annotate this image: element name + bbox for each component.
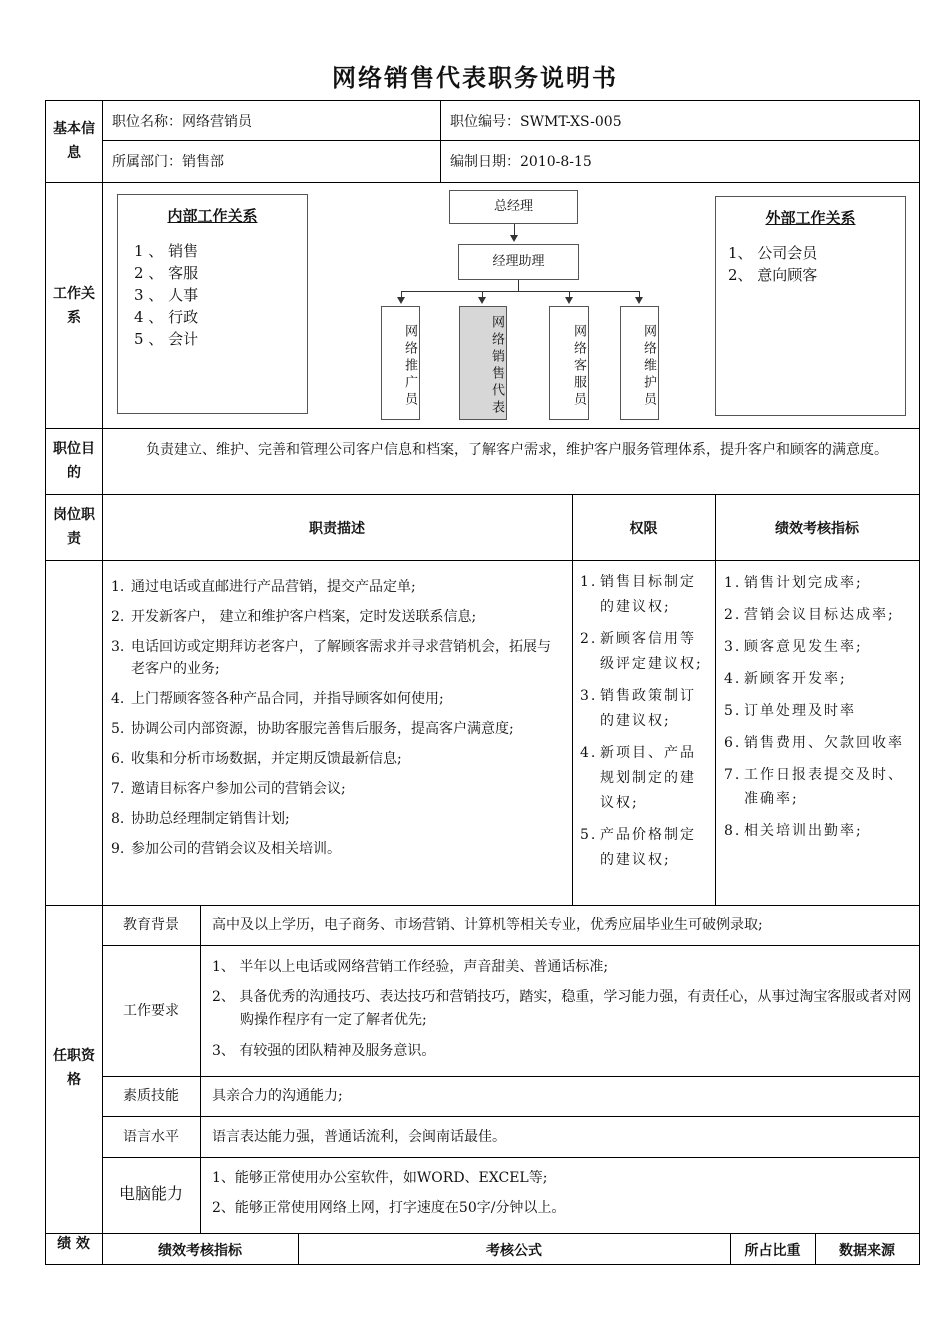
external-relations-list bbox=[728, 242, 905, 286]
list-item: 4. 新顾客开发率; bbox=[724, 671, 847, 687]
qualifications-label: 任职资格 bbox=[53, 1048, 95, 1088]
list-item: 8. 协助总经理制定销售计划; bbox=[111, 811, 290, 827]
perf-source-header: 数据来源 bbox=[839, 1243, 895, 1259]
list-item: 5. 订单处理及时率 bbox=[724, 703, 856, 719]
document-title: 网络销售代表职务说明书 bbox=[332, 64, 618, 92]
org-node-sales-rep: 网络销售代表 bbox=[459, 306, 507, 420]
work-requirements-list bbox=[212, 956, 912, 1062]
list-item: 9. 参加公司的营销会议及相关培训。 bbox=[111, 841, 341, 857]
list-item: 6. 收集和分析市场数据，并定期反馈最新信息; bbox=[111, 751, 402, 767]
kpi-list bbox=[724, 571, 912, 851]
org-node-maintainer: 网络维护员 bbox=[620, 306, 659, 420]
list-item: 2. 新顾客信用等级评定建议权; bbox=[580, 631, 703, 672]
list-item: 1. 销售计划完成率; bbox=[724, 575, 863, 591]
org-node-promoter: 网络推广员 bbox=[381, 306, 420, 420]
list-item: 1 、 销售 bbox=[134, 242, 199, 260]
computer-skills-list bbox=[212, 1167, 912, 1219]
performance-label: 绩 效 bbox=[57, 1236, 90, 1252]
internal-relations-box bbox=[117, 194, 308, 414]
position-name: 职位名称：网络营销员 bbox=[112, 114, 252, 130]
list-item: 1. 通过电话或直邮进行产品营销，提交产品定单; bbox=[111, 579, 416, 595]
list-item: 2、 意向顾客 bbox=[728, 266, 818, 284]
perf-kpi-header: 绩效考核指标 bbox=[158, 1243, 242, 1259]
list-item: 7. 工作日报表提交及时、准确率; bbox=[724, 767, 904, 807]
list-item: 7. 邀请目标客户参加公司的营销会议; bbox=[111, 781, 346, 797]
list-item: 5 、 会计 bbox=[134, 330, 199, 348]
list-item: 3、 有较强的团队精神及服务意识。 bbox=[212, 1043, 436, 1059]
duties-auth-header: 权限 bbox=[629, 521, 658, 537]
duties-kpi-header: 绩效考核指标 bbox=[775, 521, 859, 537]
internal-relations-title: 内部工作关系 bbox=[167, 207, 258, 225]
list-item: 4 、 行政 bbox=[134, 308, 199, 326]
language-text: 语言表达能力强，普通话流利，会闽南话最佳。 bbox=[212, 1129, 506, 1145]
list-item: 2. 营销会议目标达成率; bbox=[724, 607, 895, 623]
list-item: 4. 上门帮顾客签各种产品合同，并指导顾客如何使用; bbox=[111, 691, 444, 707]
duties-label: 岗位职责 bbox=[53, 507, 95, 547]
list-item: 1. 销售目标制定的建议权; bbox=[580, 574, 696, 615]
internal-relations-list bbox=[134, 240, 307, 350]
list-item: 2、能够正常使用网络上网，打字速度在50字/分钟以上。 bbox=[212, 1200, 566, 1216]
list-item: 1、能够正常使用办公室软件，如WORD、EXCEL等; bbox=[212, 1170, 548, 1186]
list-item: 2. 开发新客户， 建立和维护客户档案，定时发送联系信息; bbox=[111, 609, 477, 625]
list-item: 1、 半年以上电话或网络营销工作经验，声音甜美、普通话标准; bbox=[212, 959, 609, 975]
list-item: 3. 电话回访或定期拜访老客户，了解顾客需求并寻求营销机会，拓展与老客户的业务; bbox=[111, 639, 551, 677]
list-item: 3. 销售政策制订的建议权; bbox=[580, 688, 696, 729]
computer-skills-label: 电脑能力 bbox=[118, 1184, 183, 1203]
purpose-text: 负责建立、维护、完善和管理公司客户信息和档案，了解客户需求，维护客户服务管理体系，提升客户和顾客的满意度。 bbox=[146, 442, 888, 458]
basic-info-label: 基本信息 bbox=[53, 121, 95, 161]
org-node-general-manager: 总经理 bbox=[449, 190, 578, 224]
perf-formula-header: 考核公式 bbox=[486, 1243, 542, 1259]
external-relations-box bbox=[715, 196, 906, 416]
external-relations-title: 外部工作关系 bbox=[765, 209, 856, 227]
education-label: 教育背景 bbox=[123, 917, 179, 933]
language-label: 语言水平 bbox=[123, 1129, 179, 1145]
department: 所属部门：销售部 bbox=[112, 154, 224, 170]
duties-list bbox=[111, 576, 556, 868]
list-item: 6. 销售费用、欠款回收率 bbox=[724, 735, 904, 751]
purpose-label: 职位目的 bbox=[53, 441, 95, 481]
education-text: 高中及以上学历，电子商务、市场营销、计算机等相关专业，优秀应届毕业生可破例录取; bbox=[212, 917, 763, 933]
org-node-customer-service: 网络客服员 bbox=[549, 306, 589, 420]
org-node-manager-assistant: 经理助理 bbox=[458, 244, 579, 280]
list-item: 2、 具备优秀的沟通技巧、表达技巧和营销技巧，踏实，稳重，学习能力强，有责任心，从事过淘宝客服或者对网购操作程序有一定了解者优先; bbox=[212, 989, 912, 1028]
authority-list bbox=[580, 570, 708, 880]
list-item: 1、 公司会员 bbox=[728, 244, 818, 262]
duties-desc-header: 职责描述 bbox=[309, 521, 365, 537]
work-requirements-label: 工作要求 bbox=[123, 1003, 179, 1019]
list-item: 3 、 人事 bbox=[134, 286, 199, 304]
perf-weight-header: 所占比重 bbox=[744, 1243, 801, 1259]
skills-text: 具亲合力的沟通能力; bbox=[212, 1088, 343, 1104]
list-item: 3. 顾客意见发生率; bbox=[724, 639, 863, 655]
compile-date: 编制日期：2010-8-15 bbox=[450, 154, 592, 170]
list-item: 5. 产品价格制定的建议权; bbox=[580, 827, 696, 868]
position-code: 职位编号：SWMT-XS-005 bbox=[450, 114, 622, 130]
list-item: 2 、 客服 bbox=[134, 264, 199, 282]
list-item: 4. 新项目、产品规划制定的建议权; bbox=[580, 745, 696, 811]
relations-label: 工作关系 bbox=[53, 286, 95, 326]
list-item: 5. 协调公司内部资源，协助客服完善售后服务，提高客户满意度; bbox=[111, 721, 514, 737]
skills-label: 素质技能 bbox=[123, 1088, 179, 1104]
list-item: 8. 相关培训出勤率; bbox=[724, 823, 863, 839]
